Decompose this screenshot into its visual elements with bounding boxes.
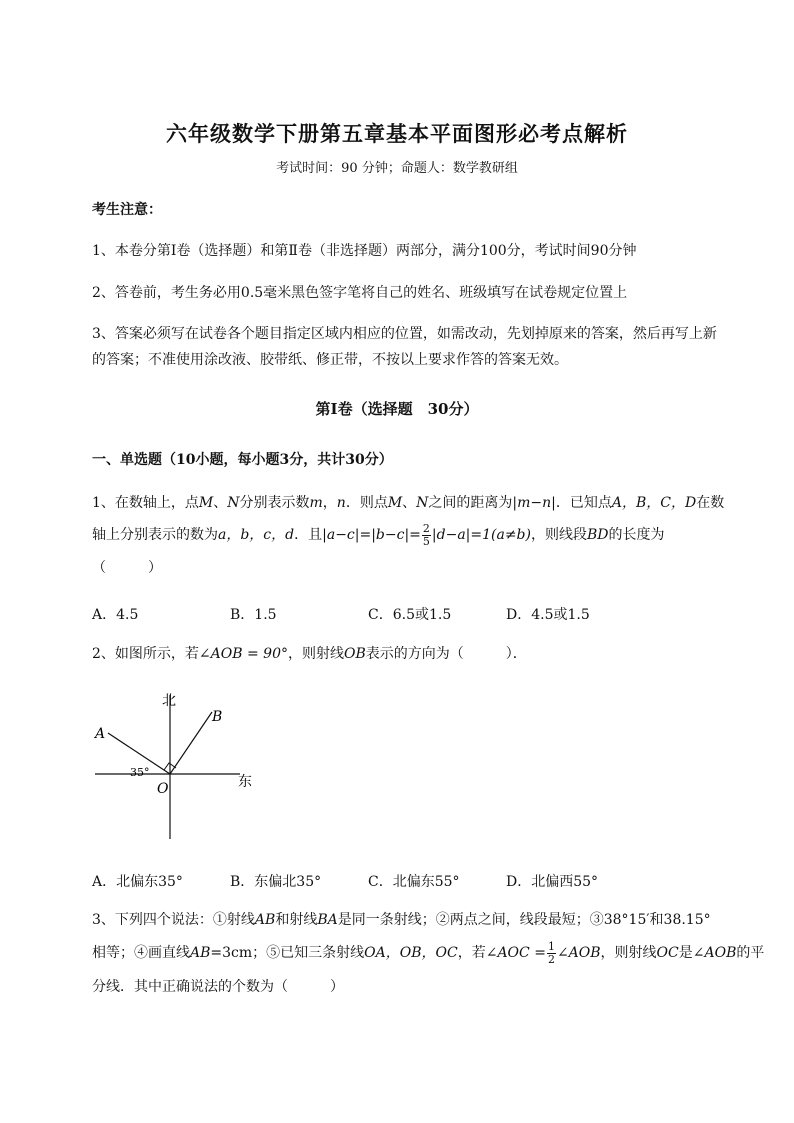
page-title: 六年级数学下册第五章基本平面图形必考点解析 [166,121,628,146]
point-a-label: A [95,726,106,742]
q3-line-1: 3、下列四个说法：①射线AB和射线BA是同一条射线；②两点之间，线段最短；③38°15′和38.15° [92,912,711,928]
q1-line-2: 轴上分别表示的数为a，b，c，d．且|a−c|=|b−c|= $\frac{2}{5}$ |d−a|=1(a≠b)，则线段BD的长度为 [92,521,665,548]
q2-stem: 2、如图所示，若∠AOB = 90°，则射线OB表示的方向为（ ）． [92,646,527,662]
q1-option-c[interactable]: C．6.5或1.5 [368,607,452,623]
notice-item-1: 1、本卷分第Ⅰ卷（选择题）和第Ⅱ卷（非选择题）两部分，满分100分，考试时间90分钟 [92,243,637,259]
q1-option-b[interactable]: B．1.5 [230,607,277,623]
notice-item-2: 2、答卷前，考生务必用0.5毫米黑色签字笔将自己的姓名、班级填写在试卷规定位置上 [92,285,628,301]
part-heading: 一、单选题（10小题，每小题3分，共计30分） [92,452,393,468]
q3-line-2: 相等；④画直线AB=3cm；⑤已知三条射线OA，OB，OC，若∠AOC = $\frac{1}{2}$ ∠AOB，则射线OC是∠AOB的平 [92,939,765,966]
q2-option-d[interactable]: D．北偏西55° [506,874,599,890]
q2-option-b[interactable]: B．东偏北35° [230,874,322,890]
fraction: $\frac{2}{5}$ [422,521,430,548]
north-label: 北 [162,693,176,709]
q1-option-a[interactable]: A．4.5 [92,607,139,623]
q1-answer-blank: （ ） [92,560,162,576]
point-b-label: B [212,709,223,725]
fraction: $\frac{1}{2}$ [547,939,555,966]
exam-info: 考试时间：90 分钟；命题人：数学教研组 [276,161,518,176]
angle-label: 35° [130,766,150,779]
q1-line-1: 1、在数轴上，点M、N分别表示数m，n．则点M、N之间的距离为|m−n|．已知点A，B，C，D在数 [92,495,725,511]
q3-line-3: 分线．其中正确说法的个数为（ ） [92,979,344,995]
section-title: 第Ⅰ卷（选择题 30分） [315,400,479,418]
notice-heading: 考生注意： [92,202,162,218]
q2-option-c[interactable]: C．北偏东55° [368,874,460,890]
direction-diagram [90,685,270,845]
point-o-label: O [157,781,169,797]
notice-item-3-cont: 的答案；不准使用涂改液、胶带纸、修正带，不按以上要求作答的答案无效。 [92,352,568,368]
notice-item-3: 3、答案必须写在试卷各个题目指定区域内相应的位置，如需改动，先划掉原来的答案，然后再写上新 [92,326,717,342]
east-label: 东 [238,774,252,790]
q2-option-a[interactable]: A．北偏东35° [92,874,183,890]
ray-ob [170,712,212,774]
q1-option-d[interactable]: D．4.5或1.5 [506,607,590,623]
